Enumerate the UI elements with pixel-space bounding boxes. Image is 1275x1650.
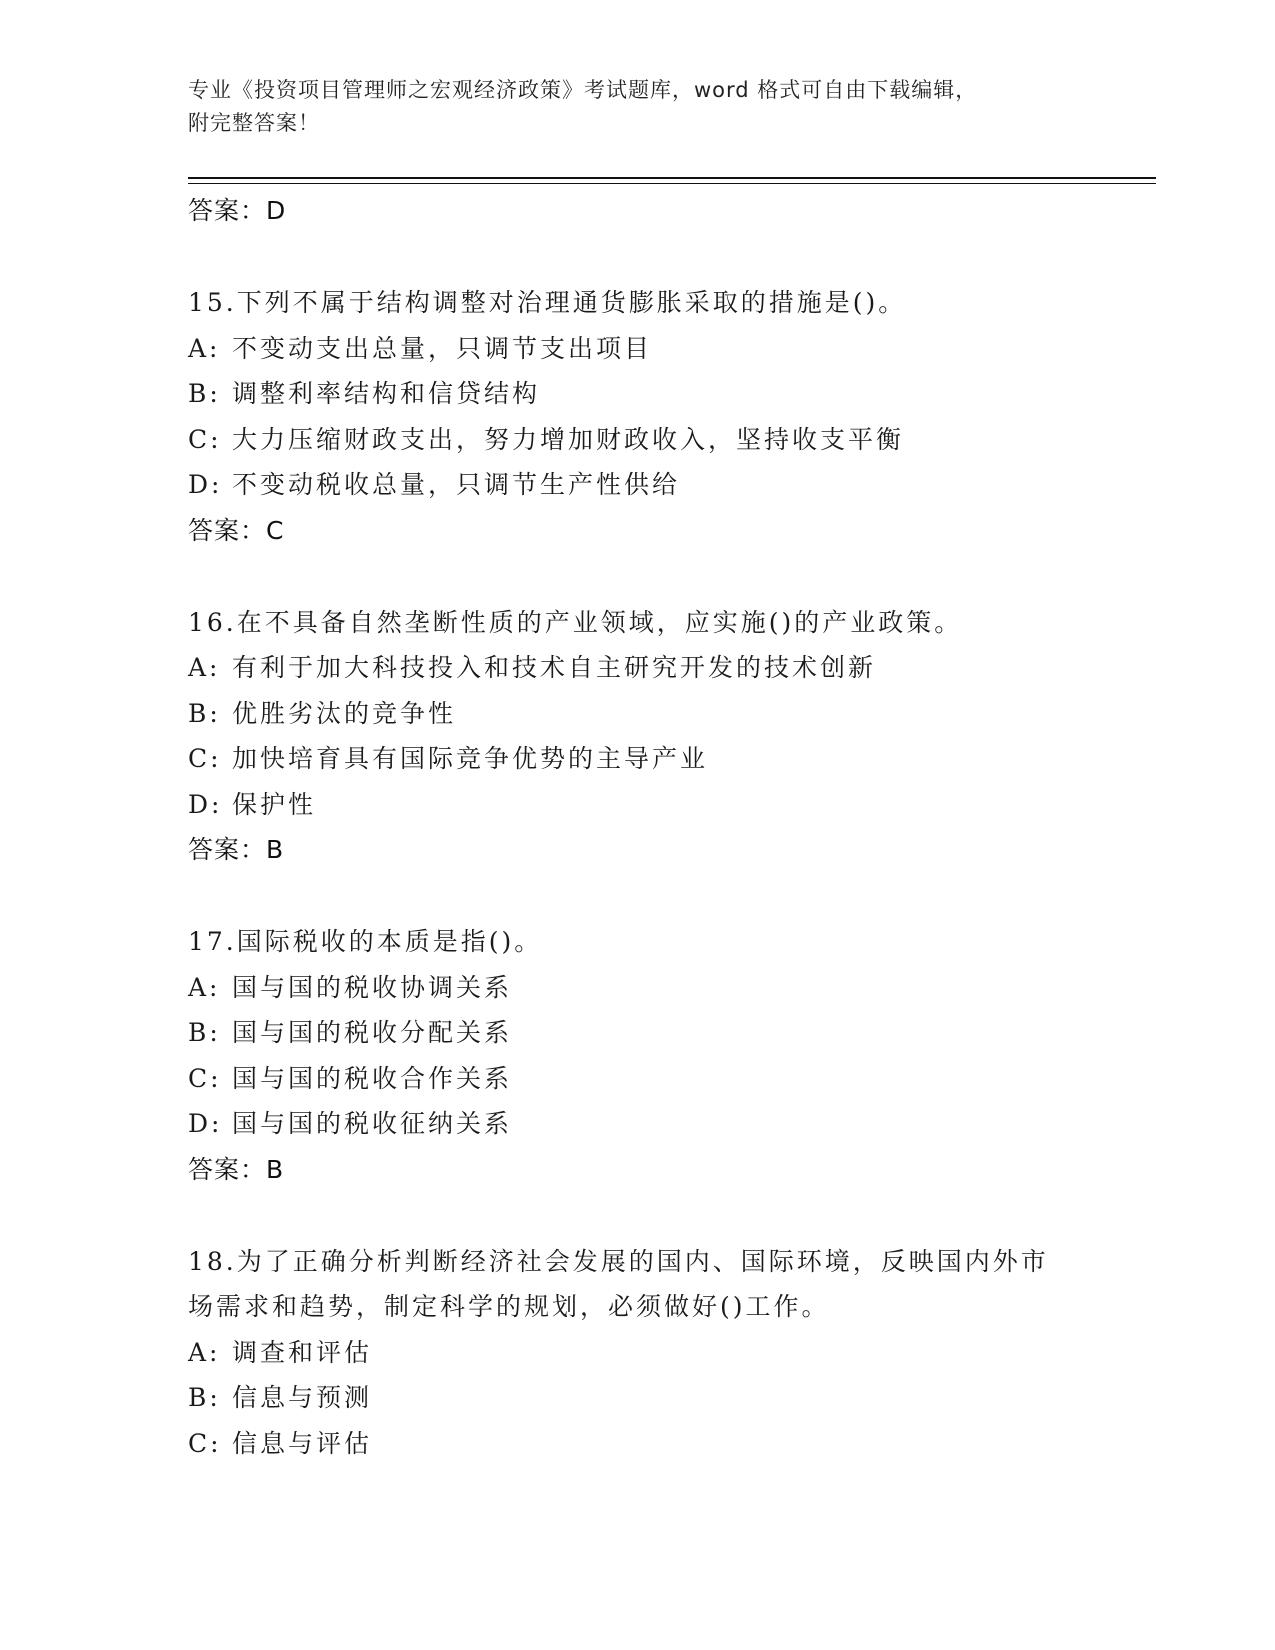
option-a: [188, 645, 1148, 691]
header-divider-thick: [188, 177, 1156, 179]
option-text: 调整利率结构和信贷结构: [232, 379, 541, 408]
answer-line: 答案：B: [188, 1154, 285, 1184]
option-letter: B:: [188, 1383, 221, 1412]
option-b: [188, 691, 1148, 737]
option-text: 国与国的税收分配关系: [232, 1018, 513, 1047]
option-text: 加快培育具有国际竞争优势的主导产业: [232, 744, 709, 773]
option-text: 不变动税收总量，只调节生产性供给: [232, 470, 681, 499]
question-text: 16.在不具备自然垄断性质的产业领域，应实施()的产业政策。: [188, 607, 963, 637]
option-letter: B:: [188, 1018, 221, 1047]
answer-line: 答案：C: [188, 515, 285, 545]
question-text: 15.下列不属于结构调整对治理通货膨胀采取的措施是()。: [188, 288, 907, 317]
option-text: 信息与预测: [232, 1383, 373, 1412]
option-b: [188, 1375, 1148, 1421]
option-a: [188, 1330, 1148, 1376]
option-b: [188, 1010, 1148, 1056]
option-text: 国与国的税收协调关系: [232, 972, 513, 1002]
option-d: [188, 1101, 1148, 1147]
option-d: [188, 782, 1148, 828]
option-text: 国与国的税收合作关系: [232, 1063, 513, 1093]
option-text: 优胜劣汰的竞争性: [232, 698, 457, 728]
header-divider-thin: [188, 183, 1156, 184]
option-letter: A:: [188, 972, 221, 1002]
question-15: [188, 280, 1148, 554]
option-letter: A:: [188, 1337, 221, 1367]
option-c: [188, 736, 1148, 782]
option-letter: D:: [188, 789, 223, 819]
question-text: 17.国际税收的本质是指()。: [188, 927, 543, 956]
header-line-2: 附完整答案！: [188, 111, 320, 135]
option-text: 大力压缩财政支出，努力增加财政收入，坚持收支平衡: [232, 424, 905, 454]
option-letter: C:: [188, 1063, 222, 1093]
question-17: [188, 919, 1148, 1193]
option-a: [188, 326, 1148, 372]
option-letter: D:: [188, 470, 223, 499]
option-text: 信息与评估: [232, 1428, 373, 1458]
question-18: [188, 1239, 1148, 1467]
option-letter: C:: [188, 744, 222, 773]
option-text: 保护性: [232, 789, 317, 819]
option-c: [188, 1056, 1148, 1102]
option-letter: A:: [188, 333, 221, 363]
option-text: 有利于加大科技投入和技术自主研究开发的技术创新: [232, 653, 877, 682]
option-text: 调查和评估: [232, 1337, 373, 1367]
option-c: [188, 1421, 1148, 1467]
option-text: 不变动支出总量，只调节支出项目: [232, 333, 653, 363]
question-text-line-1: 18.为了正确分析判断经济社会发展的国内、国际环境，反映国内外市: [188, 1246, 1049, 1276]
question-16: [188, 600, 1148, 874]
question-text-line-2: 场需求和趋势，制定科学的规划，必须做好()工作。: [188, 1292, 830, 1321]
answer-line: 答案：B: [188, 835, 285, 864]
option-text: 国与国的税收征纳关系: [232, 1109, 513, 1138]
option-letter: D:: [188, 1109, 223, 1138]
option-b: [188, 371, 1148, 417]
option-c: [188, 417, 1148, 463]
option-letter: B:: [188, 698, 221, 728]
document-header: [188, 74, 1108, 140]
option-d: [188, 462, 1148, 508]
option-letter: B:: [188, 379, 221, 408]
option-a: [188, 965, 1148, 1011]
option-letter: A:: [188, 653, 221, 682]
answer-line: 答案：D: [188, 196, 287, 225]
option-letter: C:: [188, 424, 222, 454]
header-line-1: 专业《投资项目管理师之宏观经济政策》考试题库，word 格式可自由下载编辑，: [188, 78, 978, 102]
option-letter: C:: [188, 1428, 222, 1458]
question-list: [188, 188, 1148, 1466]
